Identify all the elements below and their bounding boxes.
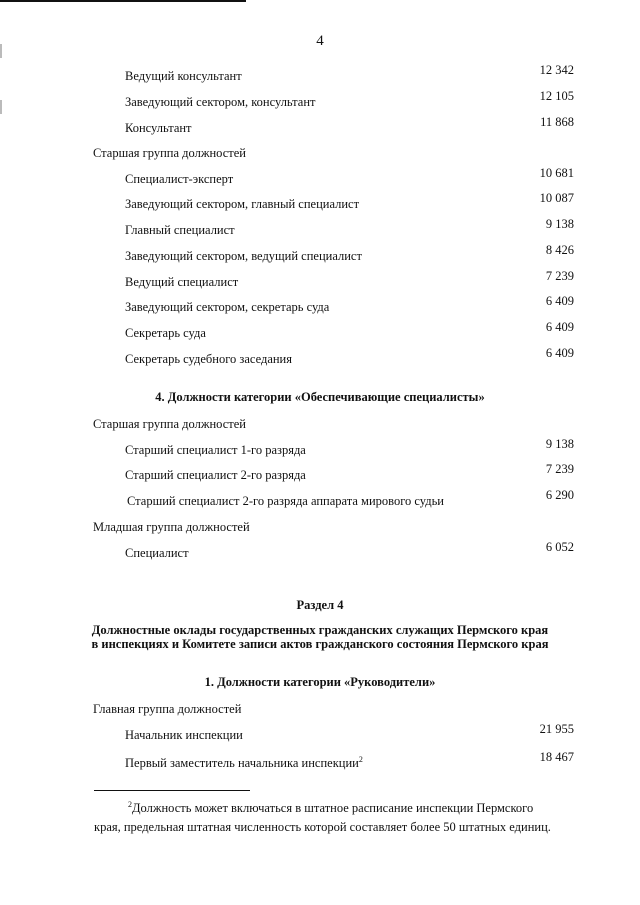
table-row xyxy=(0,540,640,561)
salary-value: 10 087 xyxy=(539,191,574,205)
salary-value: 6 290 xyxy=(545,488,574,502)
salary-value: 6 409 xyxy=(545,294,574,308)
table-row xyxy=(0,243,640,264)
position-label: Главный специалист xyxy=(125,223,235,237)
footnote-line1 xyxy=(94,799,586,818)
salary-value: 7 239 xyxy=(545,269,574,283)
category-heading: 1. Должности категории «Руководители» xyxy=(204,675,436,689)
table-row xyxy=(0,320,640,341)
salary-value: 18 467 xyxy=(539,750,574,764)
position-label: Заведующий сектором, консультант xyxy=(125,95,316,109)
position-label: Начальник инспекции xyxy=(125,728,243,742)
position-label: Секретарь суда xyxy=(125,326,206,340)
salary-value: 9 138 xyxy=(545,217,574,231)
position-label: Заведующий сектором, секретарь суда xyxy=(125,300,330,314)
salary-value: 11 868 xyxy=(540,115,574,129)
category-heading: 4. Должности категории «Обеспечивающие специалисты» xyxy=(155,390,485,404)
position-label: Специалист xyxy=(125,546,189,560)
group-heading: Младшая группа должностей xyxy=(93,520,250,534)
position-label: Заведующий сектором, главный специалист xyxy=(125,197,360,211)
position-label: Старший специалист 1-го разряда xyxy=(125,443,306,457)
table-row xyxy=(0,115,640,136)
section-subtitle-line1: Должностные оклады государственных гражданских служащих Пермского края xyxy=(91,623,549,637)
position-label: Заведующий сектором, ведущий специалист xyxy=(125,249,362,263)
table-row xyxy=(0,217,640,238)
salary-value: 12 342 xyxy=(539,63,574,77)
position-label: Секретарь судебного заседания xyxy=(125,352,292,366)
footnote xyxy=(94,799,586,837)
footnote-ref: 2 xyxy=(358,754,363,764)
table-row xyxy=(0,269,640,290)
position-label: Консультант xyxy=(125,121,192,135)
position-label-text: Первый заместитель начальника инспекции xyxy=(125,756,359,770)
salary-value: 6 409 xyxy=(545,346,574,360)
group-heading: Старшая группа должностей xyxy=(93,417,246,431)
footnote-line2: края, предельная штатная численность которой составляет более 50 штатных единиц. xyxy=(94,820,551,834)
position-label: Ведущий консультант xyxy=(125,69,242,83)
salary-value: 10 681 xyxy=(539,166,574,180)
table-row xyxy=(0,294,640,315)
section-title: Раздел 4 xyxy=(296,598,344,612)
position-label: Старший специалист 2-го разряда xyxy=(125,468,306,482)
salary-value: 6 409 xyxy=(545,320,574,334)
table-row xyxy=(0,750,640,771)
group-heading: Главная группа должностей xyxy=(93,702,242,716)
footnote-text-1: Должность может включаться в штатное расписание инспекции Пермского xyxy=(132,801,534,815)
position-label: Специалист-эксперт xyxy=(125,172,234,186)
table-row xyxy=(0,437,640,458)
page-number: 4 xyxy=(316,33,324,49)
top-rule xyxy=(0,0,246,2)
group-heading: Старшая группа должностей xyxy=(93,146,246,160)
table-row xyxy=(0,89,640,110)
position-label: Ведущий специалист xyxy=(125,275,239,289)
table-row xyxy=(0,722,640,743)
salary-value: 8 426 xyxy=(545,243,574,257)
table-row xyxy=(0,488,640,509)
table-row xyxy=(0,166,640,187)
position-label: Старший специалист 2-го разряда аппарата мирового судьи xyxy=(127,494,444,508)
table-row xyxy=(0,346,640,367)
salary-value: 21 955 xyxy=(539,722,574,736)
salary-value: 6 052 xyxy=(545,540,574,554)
table-row xyxy=(0,63,640,84)
salary-value: 9 138 xyxy=(545,437,574,451)
salary-value: 12 105 xyxy=(539,89,574,103)
position-label xyxy=(125,755,363,771)
table-row xyxy=(0,191,640,212)
section-subtitle-line2: в инспекциях и Комитете записи актов гражданского состояния Пермского края xyxy=(91,637,549,651)
footnote-marker: 2 xyxy=(128,799,132,809)
table-row xyxy=(0,462,640,483)
salary-value: 7 239 xyxy=(545,462,574,476)
footnote-rule xyxy=(94,790,250,791)
